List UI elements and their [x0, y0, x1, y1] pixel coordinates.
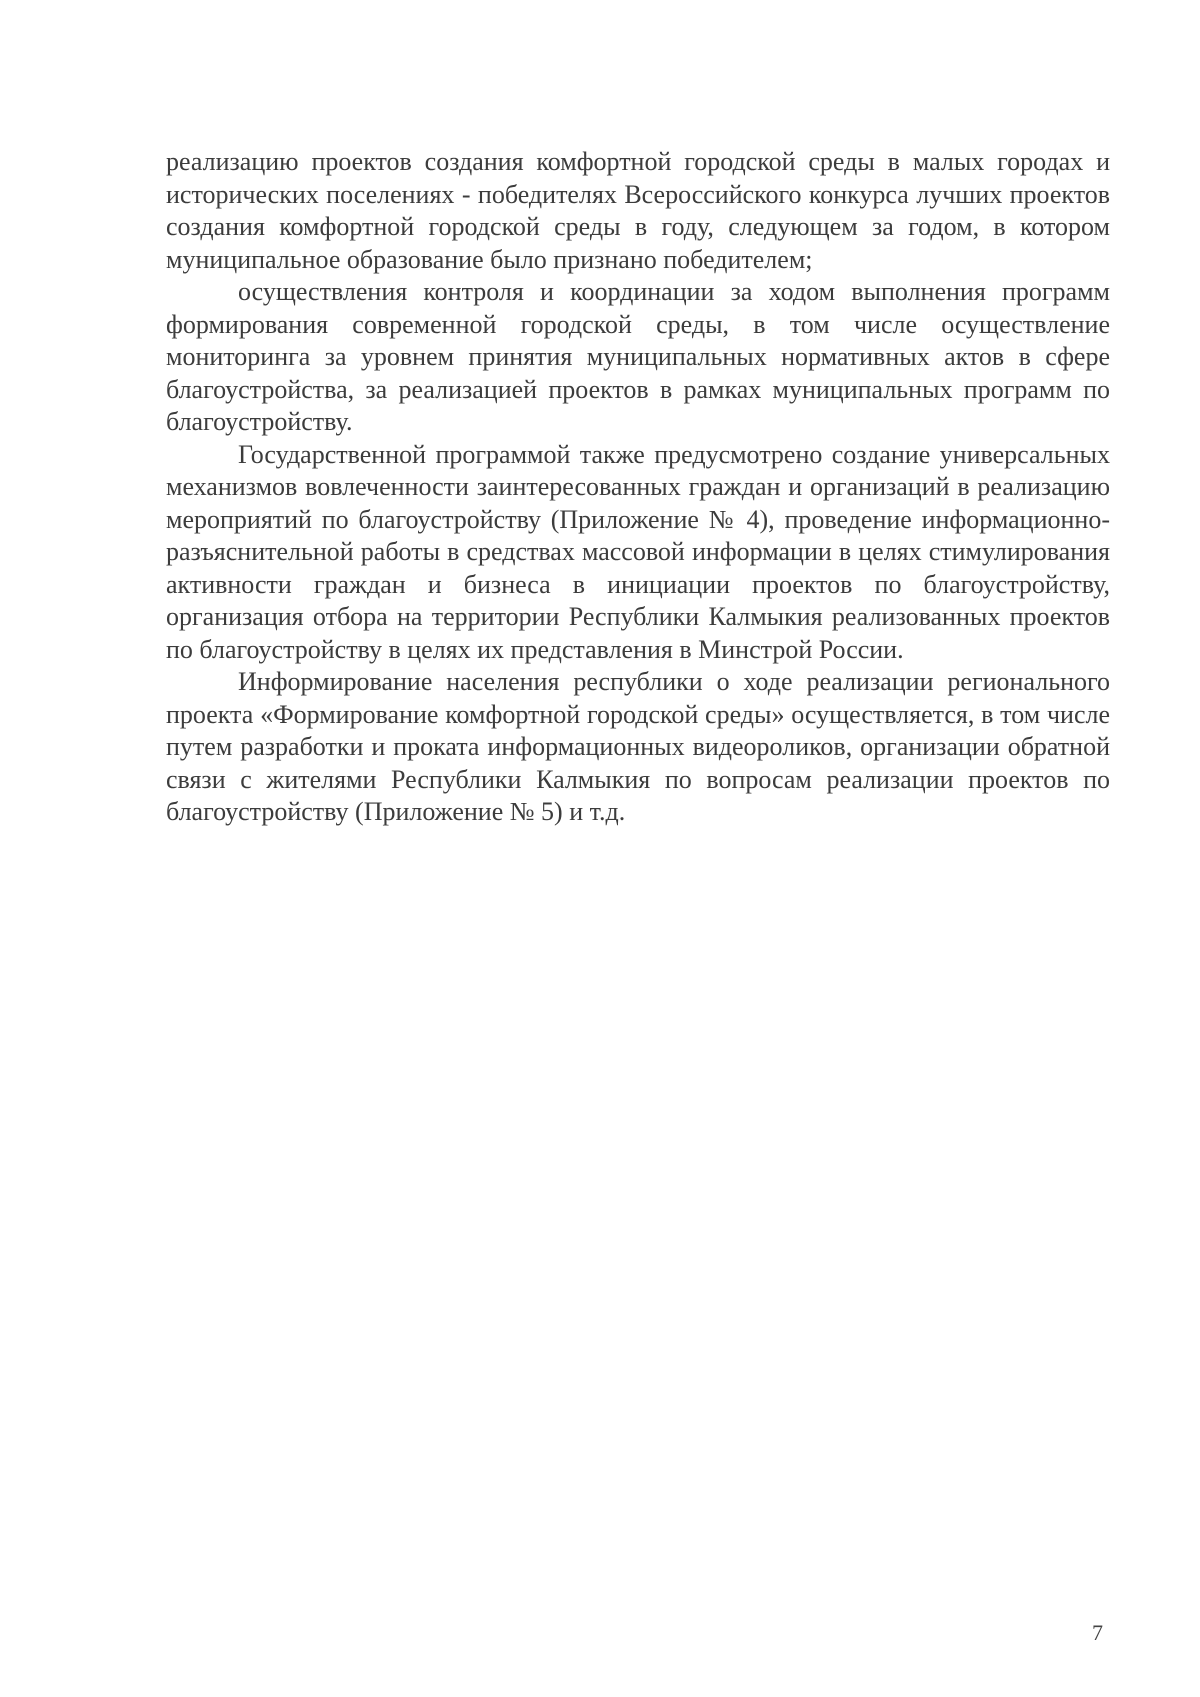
- paragraph-2: осуществления контроля и координации за ходом выполнения программ формирования современной городской среды, в том числе осуществление мониторинга за уровнем принятия муниципальных нормативных актов в сфере благоустройства, за реализацией проектов в рамках муниципальных программ по благоустройству.: [166, 277, 1110, 436]
- document-body: [166, 146, 1110, 829]
- paragraph-3: Государственной программой также предусмотрено создание универсальных механизмов вовлеченности заинтересованных граждан и организаций в реализацию мероприятий по благоустройству (Приложение № 4), проведение информационно-разъяснительной работы в средствах массовой информации в целях стимулирования активности граждан и бизнеса в инициации проектов по благоустройству, организация отбора на территории Республики Калмыкия реализованных проектов по благоустройству в целях их представления в Минстрой России.: [166, 439, 1110, 664]
- paragraph-4: Информирование населения республики о ходе реализации регионального проекта «Формирование комфортной городской среды» осуществляется, в том числе путем разработки и проката информационных видеороликов, организации обратной связи с жителями Республики Калмыкия по вопросам реализации проектов по благоустройству (Приложение № 5) и т.д.: [166, 667, 1110, 826]
- paragraph-1: реализацию проектов создания комфортной городской среды в малых городах и исторических поселениях - победителях Всероссийского конкурса лучших проектов создания комфортной городской среды в году, следующем за годом, в котором муниципальное образование было признано победителем;: [166, 147, 1110, 274]
- page-number: 7: [1092, 1620, 1103, 1645]
